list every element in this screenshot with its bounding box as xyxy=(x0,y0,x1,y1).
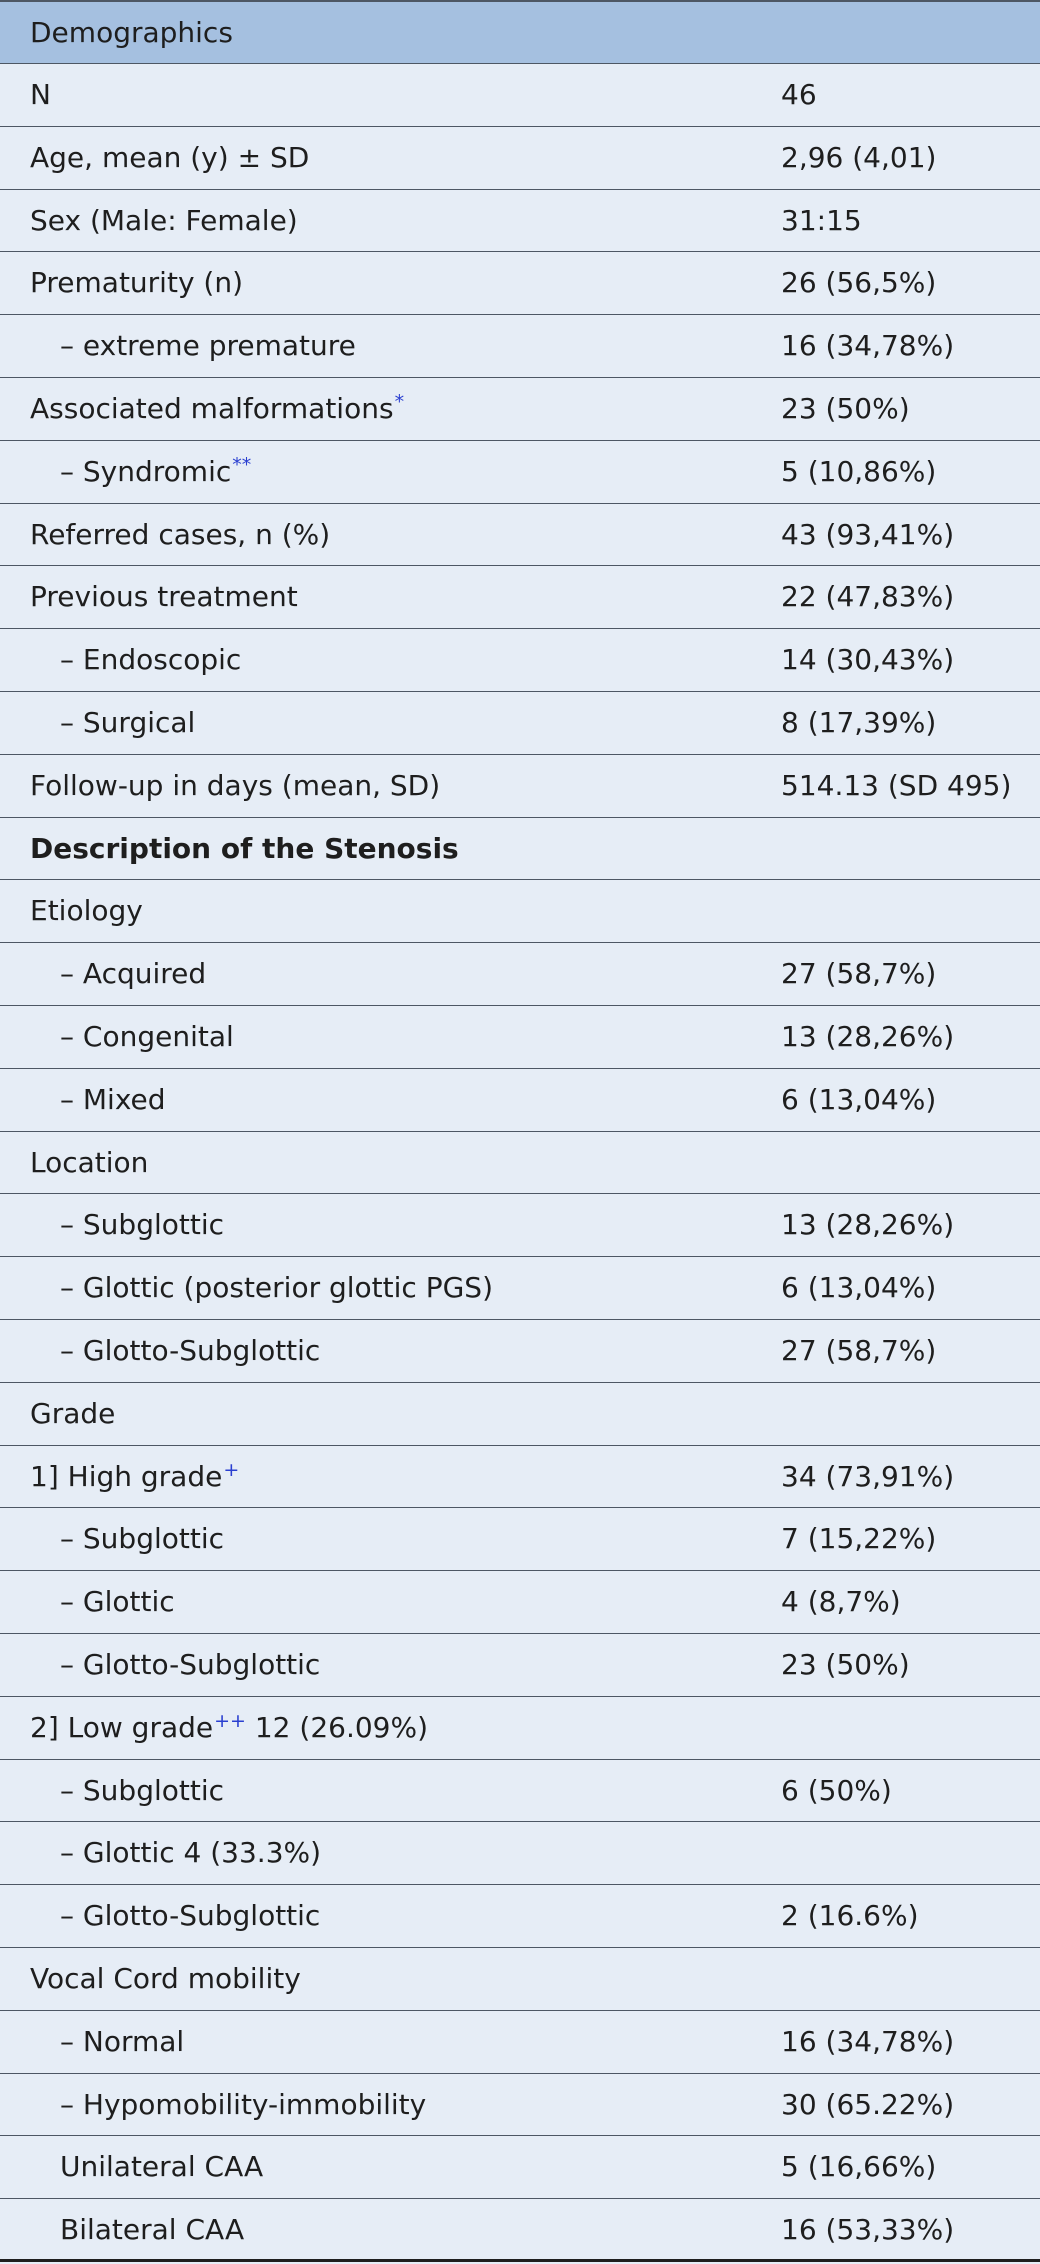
row-value: 46 xyxy=(781,78,817,111)
row-value: 16 (53,33%) xyxy=(781,2213,955,2247)
row-label-text: – Subglottic xyxy=(60,1208,225,1242)
row-label xyxy=(30,252,243,314)
table-row xyxy=(0,1446,1040,1509)
row-label-text: Vocal Cord mobility xyxy=(30,1961,301,1995)
table-row xyxy=(0,1320,1040,1383)
row-label-text: – Glotto-Subglottic xyxy=(60,1899,321,1933)
footnote-mark: ** xyxy=(232,453,252,476)
row-label xyxy=(60,2074,426,2136)
row-label-text: 2] Low grade xyxy=(30,1710,214,1744)
row-label-text: 1] High grade xyxy=(30,1459,223,1493)
table-row xyxy=(0,692,1040,755)
row-value: 2 (16.6%) xyxy=(781,1899,919,1933)
row-label xyxy=(60,1320,320,1382)
row-label-text: – Mixed xyxy=(60,1082,166,1116)
table-row xyxy=(0,943,1040,1006)
table-row xyxy=(0,1132,1040,1195)
table-row xyxy=(0,1006,1040,1069)
row-label-text: – Glottic (posterior glottic PGS) xyxy=(60,1271,493,1305)
row-label-text: – Hypomobility-immobility xyxy=(60,2087,427,2121)
row-label xyxy=(30,1697,428,1762)
row-value: 8 (17,39%) xyxy=(781,705,937,739)
row-label-suffix: 12 (26.09%) xyxy=(245,1710,429,1744)
table-row xyxy=(0,441,1040,504)
row-label-text: – Subglottic xyxy=(60,1522,225,1556)
row-label xyxy=(60,2199,244,2261)
table-row xyxy=(0,1383,1040,1446)
row-value: 27 (58,7%) xyxy=(781,1333,937,1367)
table-row xyxy=(0,1697,1040,1760)
row-label xyxy=(30,1446,239,1511)
row-label-text: – Glottic xyxy=(60,1585,175,1619)
row-label-text: Associated malformations xyxy=(30,391,394,425)
table-row xyxy=(0,818,1040,881)
row-label-text: – Congenital xyxy=(60,1019,234,1053)
table-row xyxy=(0,1069,1040,1132)
footnote-mark: * xyxy=(394,390,405,413)
table-row xyxy=(0,2074,1040,2137)
table-row xyxy=(0,190,1040,253)
table-header-row xyxy=(0,0,1040,64)
row-label-text: – Syndromic xyxy=(60,454,232,488)
footnote-mark: ++ xyxy=(214,1709,246,1732)
row-label xyxy=(60,441,251,506)
row-value: 23 (50%) xyxy=(781,1647,910,1681)
row-label-text: – extreme premature xyxy=(60,329,356,363)
table-row xyxy=(0,2199,1040,2262)
row-label xyxy=(60,1194,224,1256)
row-label xyxy=(30,190,298,252)
row-label xyxy=(30,818,459,880)
row-label xyxy=(60,1257,493,1319)
row-label xyxy=(60,943,206,1005)
row-label xyxy=(60,2011,184,2073)
row-label xyxy=(60,1760,224,1822)
row-label-text: – Subglottic xyxy=(60,1773,225,1807)
row-label-text: – Glotto-Subglottic xyxy=(60,1647,321,1681)
row-label xyxy=(60,1822,321,1884)
table-row xyxy=(0,1885,1040,1948)
table-row xyxy=(0,755,1040,818)
table-row xyxy=(0,315,1040,378)
row-label xyxy=(60,1508,224,1570)
row-label-text: – Normal xyxy=(60,2024,185,2058)
row-label-text: Follow-up in days (mean, SD) xyxy=(30,768,441,802)
row-label xyxy=(60,1006,234,1068)
row-value: 13 (28,26%) xyxy=(781,1019,955,1053)
row-value: 30 (65.22%) xyxy=(781,2087,955,2121)
row-label-text: – Surgical xyxy=(60,705,196,739)
row-label xyxy=(30,1948,301,2010)
row-label-text: – Acquired xyxy=(60,957,207,991)
row-value: 16 (34,78%) xyxy=(781,329,955,363)
row-label-text: Grade xyxy=(30,1396,116,1430)
row-label xyxy=(30,1383,115,1445)
row-label-text: Sex (Male: Female) xyxy=(30,203,298,237)
row-value: 26 (56,5%) xyxy=(781,266,937,300)
table-row xyxy=(0,1634,1040,1697)
table-row xyxy=(0,1571,1040,1634)
row-label xyxy=(60,315,356,377)
row-value: 7 (15,22%) xyxy=(781,1522,937,1556)
header-label: Demographics xyxy=(30,16,233,49)
row-label-text: Unilateral CAA xyxy=(60,2150,264,2184)
table-row xyxy=(0,504,1040,567)
row-label-text: – Glotto-Subglottic xyxy=(60,1333,321,1367)
table-row xyxy=(0,378,1040,441)
row-label-text: – Endoscopic xyxy=(60,643,242,677)
row-label-text: Description of the Stenosis xyxy=(30,831,459,865)
row-value: 6 (50%) xyxy=(781,1773,892,1807)
row-value: 2,96 (4,01) xyxy=(781,140,937,174)
row-label xyxy=(60,1885,320,1947)
table-row xyxy=(0,1948,1040,2011)
row-label xyxy=(60,1571,175,1633)
row-label xyxy=(60,1069,166,1131)
row-value: 27 (58,7%) xyxy=(781,957,937,991)
row-label-text: N xyxy=(30,78,51,111)
table-row xyxy=(0,1194,1040,1257)
table-row xyxy=(0,629,1040,692)
row-value: 6 (13,04%) xyxy=(781,1271,937,1305)
row-value: 22 (47,83%) xyxy=(781,580,955,614)
row-label-text: – Glottic 4 (33.3%) xyxy=(60,1836,322,1870)
table-body xyxy=(0,64,1040,2262)
row-value: 6 (13,04%) xyxy=(781,1082,937,1116)
row-value: 5 (16,66%) xyxy=(781,2150,937,2184)
table-row xyxy=(0,1257,1040,1320)
row-value: 43 (93,41%) xyxy=(781,517,955,551)
row-label-text: Referred cases, n (%) xyxy=(30,517,331,551)
row-label-text: Bilateral CAA xyxy=(60,2213,245,2247)
table-row xyxy=(0,127,1040,190)
row-label xyxy=(30,378,404,443)
row-value: 5 (10,86%) xyxy=(781,454,937,488)
table-row xyxy=(0,1822,1040,1885)
row-label-text: Previous treatment xyxy=(30,580,298,614)
row-label-text: Etiology xyxy=(30,894,143,928)
row-value: 514.13 (SD 495) xyxy=(781,768,1012,802)
row-label xyxy=(60,1634,320,1696)
row-label xyxy=(30,566,298,628)
footnote-mark: + xyxy=(223,1458,240,1481)
row-label xyxy=(60,629,241,691)
table-row xyxy=(0,252,1040,315)
row-value: 23 (50%) xyxy=(781,391,910,425)
row-value: 4 (8,7%) xyxy=(781,1585,901,1619)
table-row xyxy=(0,2011,1040,2074)
row-label xyxy=(30,880,143,942)
row-value: 13 (28,26%) xyxy=(781,1208,955,1242)
row-label-text: Location xyxy=(30,1145,149,1179)
row-value: 34 (73,91%) xyxy=(781,1459,955,1493)
table-row xyxy=(0,2136,1040,2199)
table-row xyxy=(0,64,1040,127)
row-label xyxy=(30,64,51,126)
row-label xyxy=(30,127,309,189)
row-value: 14 (30,43%) xyxy=(781,643,955,677)
table-row xyxy=(0,880,1040,943)
row-label-text: Age, mean (y) ± SD xyxy=(30,140,310,174)
table-row xyxy=(0,1760,1040,1823)
row-value: 16 (34,78%) xyxy=(781,2024,955,2058)
row-label xyxy=(60,692,195,754)
row-label xyxy=(30,1132,148,1194)
row-value: 31:15 xyxy=(781,203,862,237)
table-row xyxy=(0,566,1040,629)
row-label-text: Prematurity (n) xyxy=(30,266,244,300)
row-label xyxy=(60,2136,263,2198)
row-label xyxy=(30,504,330,566)
row-label xyxy=(30,755,440,817)
table-row xyxy=(0,1508,1040,1571)
